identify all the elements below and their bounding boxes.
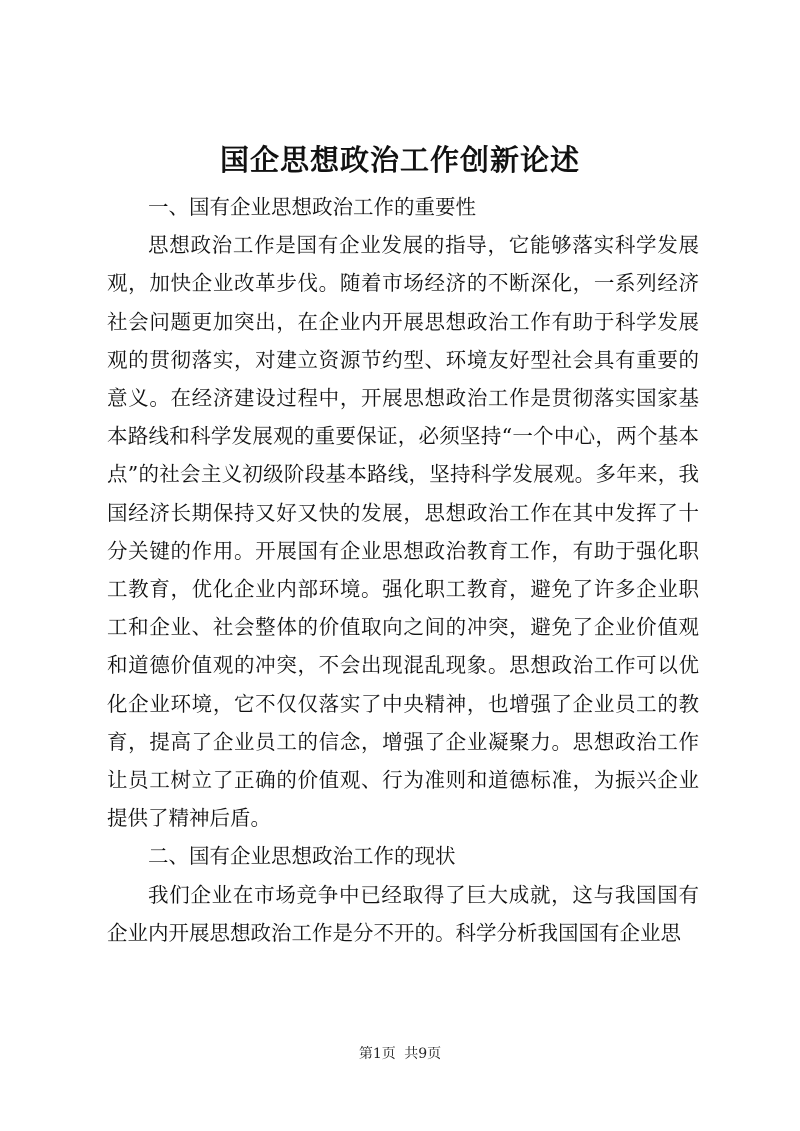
paragraph-1: 思想政治工作是国有企业发展的指导，它能够落实科学发展观，加快企业改革步伐。随着市场经济的不断深化，一系列经济社会问题更加突出，在企业内开展思想政治工作有助于科学发展观的贯彻落实，对建立资源节约型、环境友好型社会具有重要的意义。在经济建设过程中，开展思想政治工作是贯彻落实国家基本路线和科学发展观的重要保证，必须坚持“一个中心，两个基本点”的社会主义初级阶段基本路线，坚持科学发展观。多年来，我国经济长期保持又好又快的发展，思想政治工作在其中发挥了十分关键的作用。开展国有企业思想政治教育工作，有助于强化职工教育，优化企业内部环境。强化职工教育，避免了许多企业职工和企业、社会整体的价值取向之间的冲突，避免了企业价值观和道德价值观的冲突，不会出现混乱现象。思想政治工作可以优化企业环境，它不仅仅落实了中央精神，也增强了企业员工的教育，提高了企业员工的信念，增强了企业凝聚力。思想政治工作让员工树立了正确的价值观、行为准则和道德标准，为振兴企业提供了精神后盾。 [107,233,699,831]
document-title: 国企思想政治工作创新论述 [219,143,580,177]
page-total: 共9页 [404,1046,442,1062]
document-body [107,188,699,952]
section-heading-1: 一、国有企业思想政治工作的重要性 [148,195,476,219]
page-footer [0,1044,800,1064]
paragraph-2: 我们企业在市场竞争中已经取得了巨大成就，这与我国国有企业内开展思想政治工作是分不开的。科学分析我国国有企业思 [107,882,699,945]
page-number: 第1页 [358,1046,396,1062]
section-heading-2: 二、国有企业思想政治工作的现状 [148,844,456,869]
